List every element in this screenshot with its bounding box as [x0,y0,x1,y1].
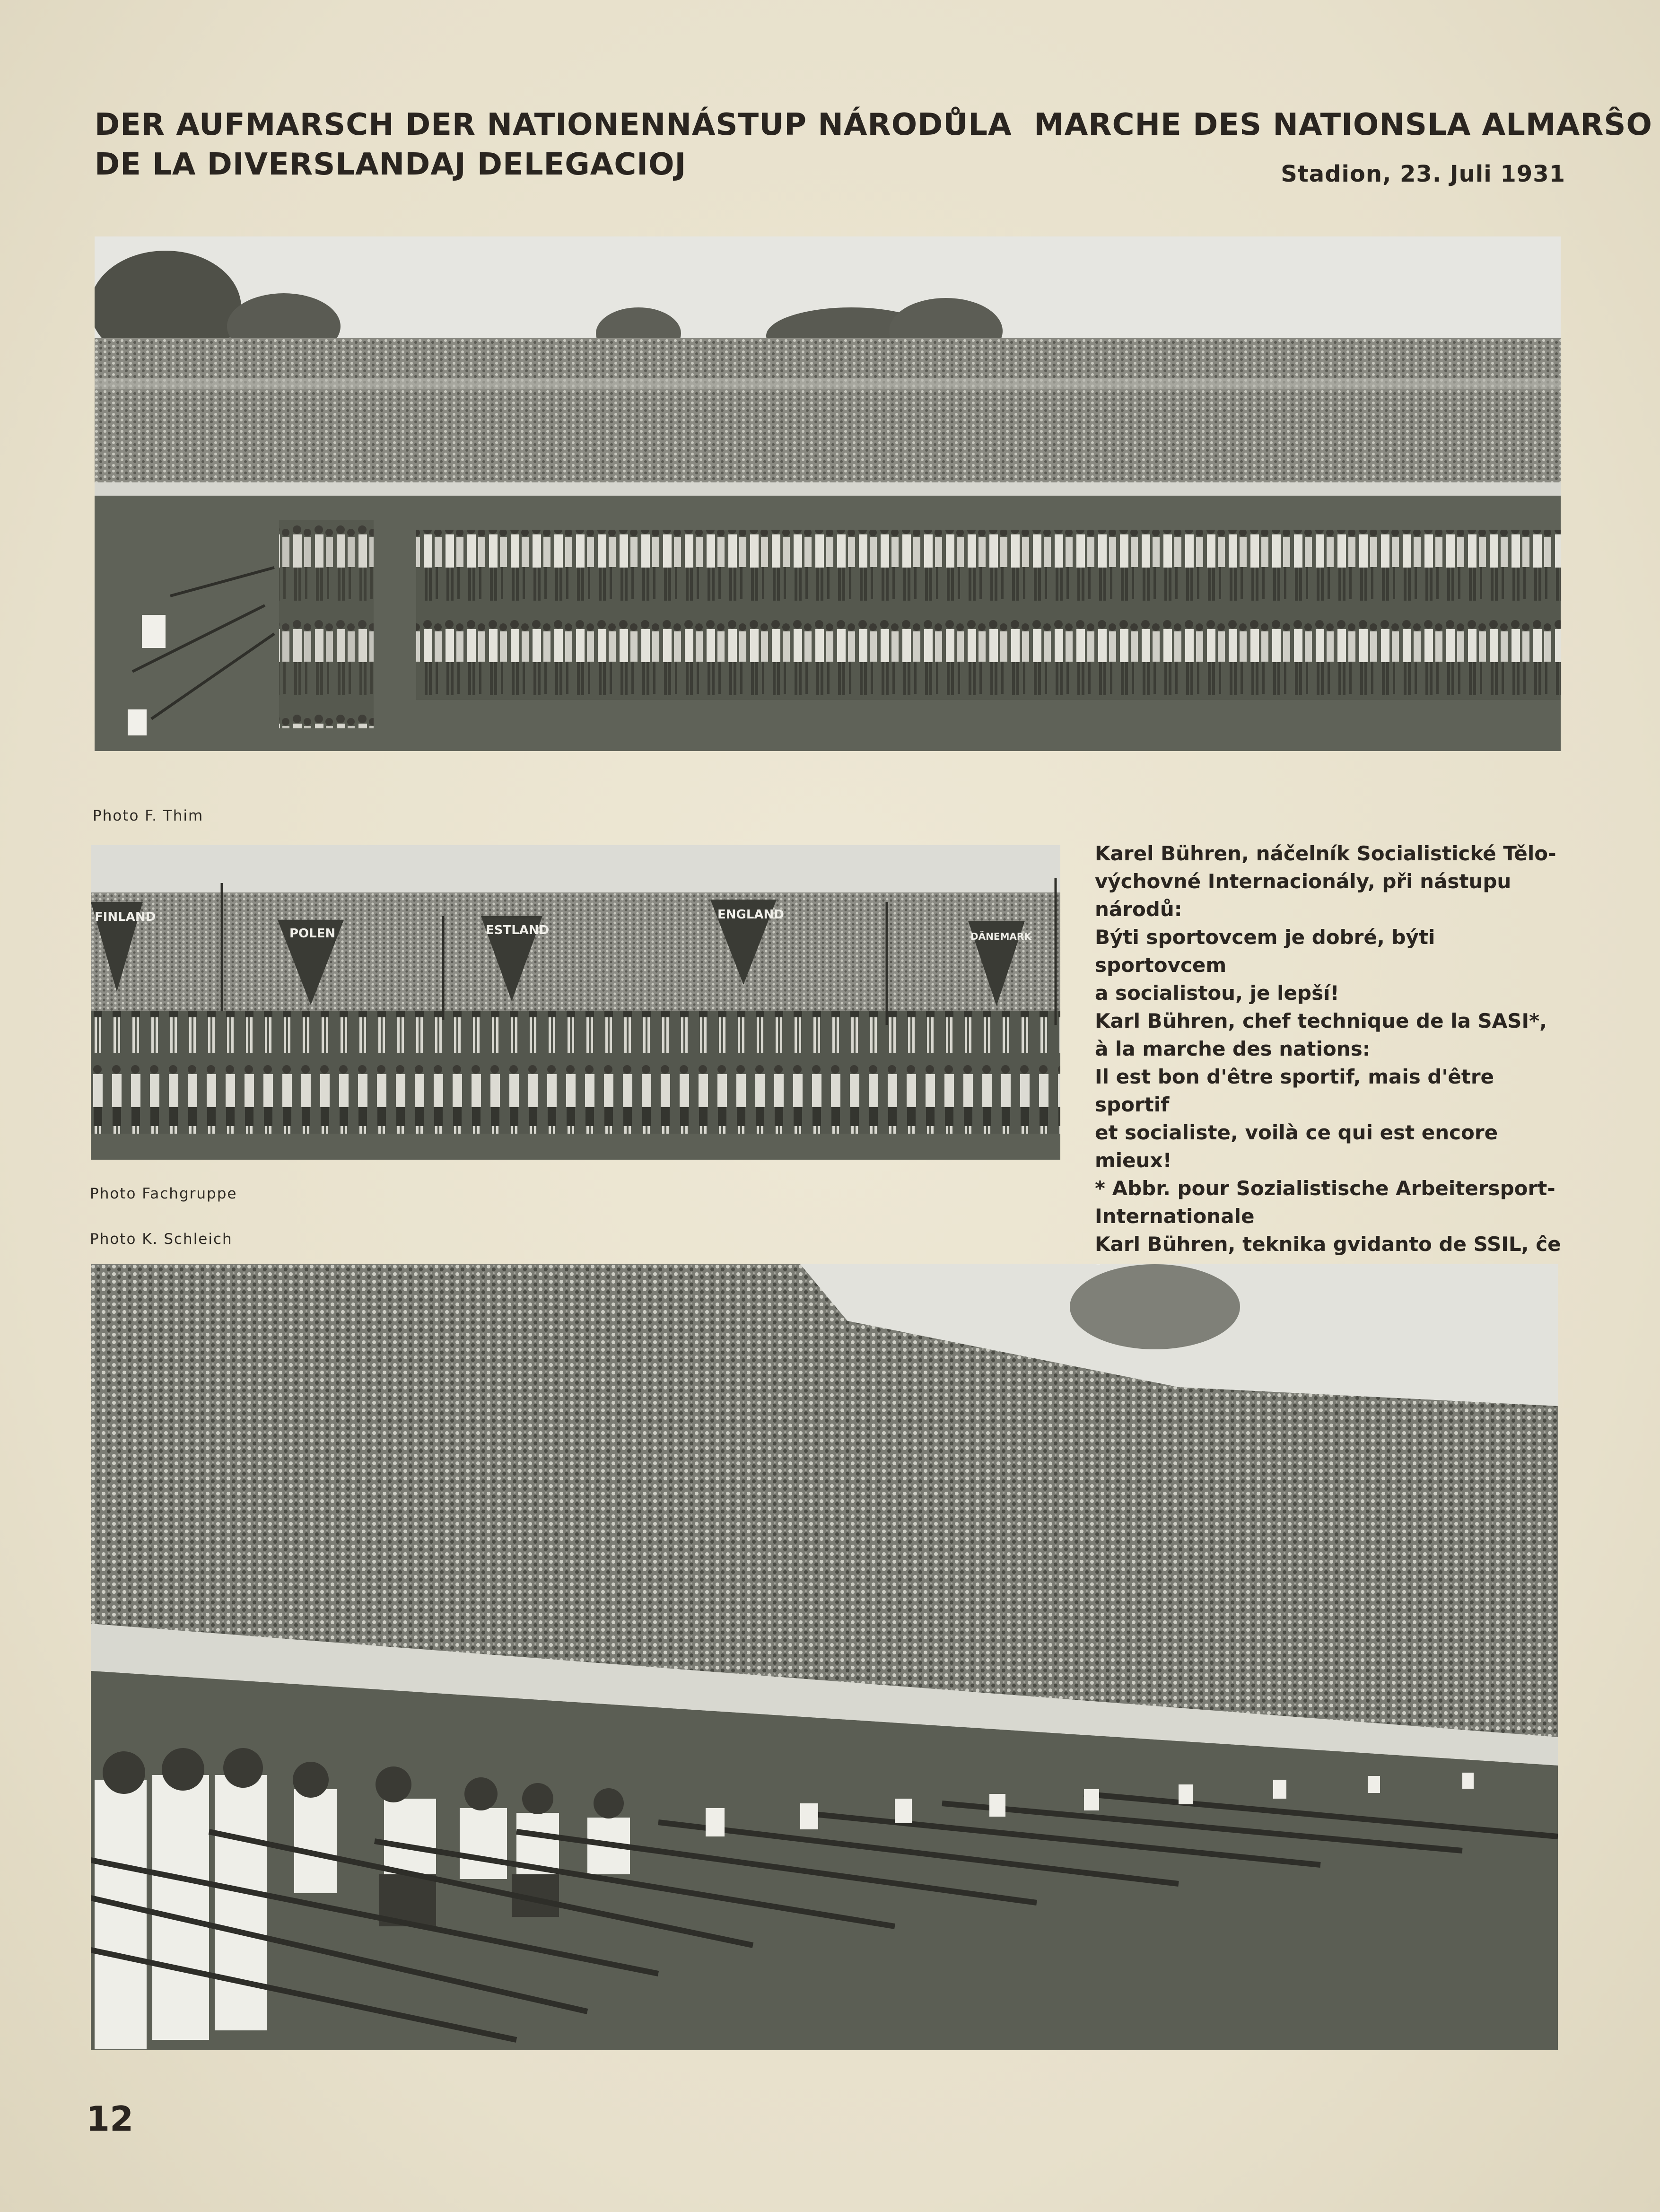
caption-line: et socialiste, voilà ce qui est encore mieux! [1095,1121,1498,1172]
dateline: Stadion, 23. Juli 1931 [1281,161,1565,187]
photo-credit-middle: Photo Fachgruppe [90,1185,237,1202]
nations-pennants-photo [91,845,1060,1160]
caption-line: Internationale [1095,1205,1255,1228]
caption-line: * Abbr. pour Sozialistische Arbeitersport- [1095,1177,1555,1200]
headline-esperanto-start: LA ALMARŜO [1427,107,1652,142]
pennant-england-label: ENGLAND [717,908,784,922]
caption-line: a socialistou, je lepší! [1095,981,1339,1005]
caption-line: výchovné Internacionály, při nástupu národů: [1095,870,1511,921]
headline-line-2: DE LA DIVERSLANDAJ DELEGACIOJ [95,147,687,182]
caption-line: à la marche des nations: [1095,1037,1371,1060]
headline-czech: NÁSTUP NÁRODŮ [666,107,969,142]
headline-french: LA MARCHE DES NATIONS [968,107,1427,142]
pennant-finland-label: FINLAND [95,910,156,924]
photo-credit-bottom: Photo K. Schleich [90,1231,233,1248]
headline-line-1 [95,105,1652,145]
flag-bearers-crowd-photo [91,1264,1558,2050]
pennant-daenemark-label: DÄNEMARK [970,931,1031,942]
caption-line: Karl Bühren, chef technique de la SASI*, [1095,1009,1547,1032]
caption-line: Il est bon d'être sportif, mais d'être sportif [1095,1065,1494,1116]
headline-german: DER AUFMARSCH DER NATIONEN [95,107,666,142]
pennant-polen-label: POLEN [289,927,336,941]
photo-credit-top: Photo F. Thim [93,807,204,824]
page-number: 12 [86,2099,134,2139]
caption-line: Býti sportovcem je dobré, býti sportovcem [1095,926,1435,977]
caption-line: Karl Bühren, teknika gvidanto de SSIL, ĉe [1095,1233,1561,1256]
pennant-estland-label: ESTLAND [486,923,550,937]
caption-line: Karel Bühren, náčelník Socialistické Tělo- [1095,842,1556,865]
stadium-panorama-photo [95,236,1561,751]
